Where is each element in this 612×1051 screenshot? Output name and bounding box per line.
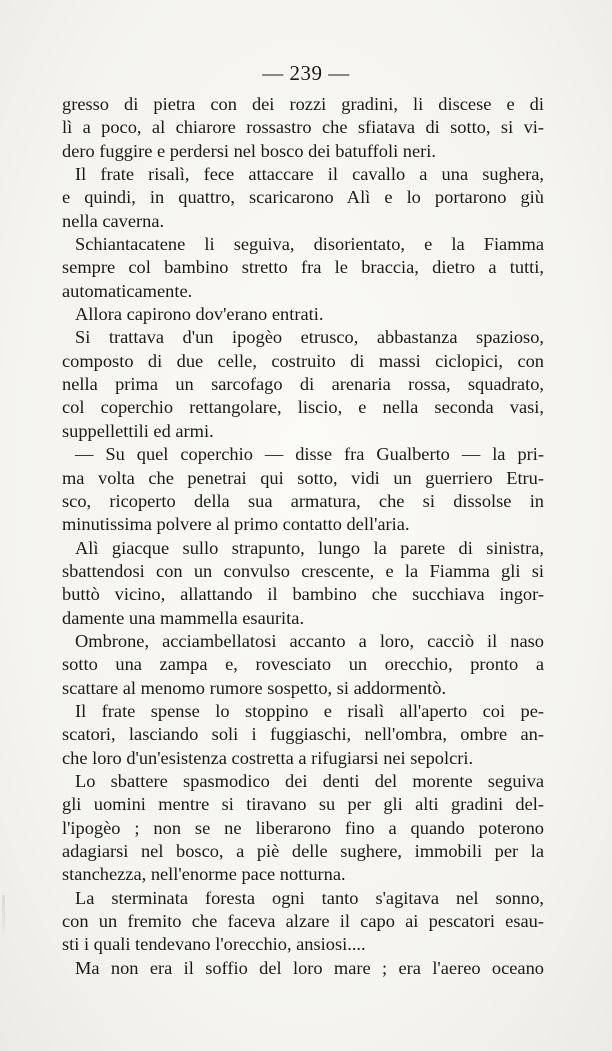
text-line: con un fremito che faceva alzare il capo ai pescatori esau- xyxy=(62,911,544,932)
text-line: damente una mammella esaurita. xyxy=(62,607,305,628)
text-line: sbattendosi con un convulso crescente, e la Fiamma gli si xyxy=(62,560,544,581)
scan-edge-mark xyxy=(2,895,5,935)
text-line: sotto una zampa e, rovesciato un orecchio, pronto a xyxy=(62,654,544,675)
text-line: Schiantacatene li seguiva, disorientato, e la Fiamma xyxy=(75,234,544,255)
text-line: Ombrone, acciambellatosi accanto a loro, cacciò il naso xyxy=(75,630,544,651)
text-line: Ma non era il soffio del loro mare ; era l'aereo oceano xyxy=(75,957,544,978)
text-line: e quindi, in quattro, scaricarono Alì e lo portarono giù xyxy=(62,187,544,208)
text-line: Si trattava d'un ipogèo etrusco, abbastanza spazioso, xyxy=(75,327,544,348)
text-line: — Su quel coperchio — disse fra Gualberto — la pri- xyxy=(75,444,544,465)
text-line: nella caverna. xyxy=(62,210,165,231)
text-line: dero fuggire e perdersi nel bosco dei batuffoli neri. xyxy=(62,140,436,161)
body-text xyxy=(62,93,544,980)
text-line: col coperchio rettangolare, liscio, e nella seconda vasi, xyxy=(62,397,544,418)
text-line: sempre col bambino stretto fra le braccia, dietro a tutti, xyxy=(62,257,544,278)
text-line: Alì giacque sullo strapunto, lungo la parete di sinistra, xyxy=(75,537,544,558)
text-line: scatori, lasciando soli i fuggiaschi, nell'ombra, ombre an- xyxy=(62,724,544,745)
text-line: Lo sbattere spasmodico dei denti del morente seguiva xyxy=(75,770,544,791)
text-line: ma volta che penetrai qui sotto, vidi un guerriero Etru- xyxy=(62,467,544,488)
text-line: l'ipogèo ; non se ne liberarono fino a quando poterono xyxy=(62,817,544,838)
text-line: sco, ricoperto della sua armatura, che si dissolse in xyxy=(62,490,544,511)
text-line: adagiarsi nel bosco, a piè delle sughere, immobili per la xyxy=(62,841,544,861)
text-line: nella prima un sarcofago di arenaria rossa, squadrato, xyxy=(62,374,544,395)
text-line: Allora capirono dov'erano entrati. xyxy=(75,304,324,325)
text-line: automaticamente. xyxy=(62,280,193,301)
text-line: gresso di pietra con dei rozzi gradini, li discese e di xyxy=(62,94,544,114)
page-number: — 239 — xyxy=(262,61,350,85)
text-line: scattare al menomo rumore sospetto, si addormentò. xyxy=(62,677,447,698)
text-line: composto di due celle, costruito di massi ciclopici, con xyxy=(62,350,544,371)
text-line: lì a poco, al chiarore rossastro che sfiatava di sotto, si vi- xyxy=(62,117,544,138)
text-line: minutissima polvere al primo contatto dell'aria. xyxy=(62,514,410,535)
text-line: suppellettili ed armi. xyxy=(62,420,214,441)
text-line: buttò vicino, allattando il bambino che succhiava ingor- xyxy=(62,584,544,605)
text-line: La sterminata foresta ogni tanto s'agitava nel sonno, xyxy=(75,887,544,908)
text-line: che loro d'un'esistenza costretta a rifugiarsi nei sepolcri. xyxy=(62,747,474,768)
text-line: Il frate spense lo stoppino e risalì all'aperto coi pe- xyxy=(75,700,544,721)
text-line: Il frate risalì, fece attaccare il cavallo a una sughera, xyxy=(75,164,544,185)
text-line: gli uomini mentre si tiravano su per gli alti gradini del- xyxy=(62,794,544,815)
text-line: stanchezza, nell'enorme pace notturna. xyxy=(62,864,346,885)
text-line: sti i quali tendevano l'orecchio, ansiosi.... xyxy=(62,934,366,955)
